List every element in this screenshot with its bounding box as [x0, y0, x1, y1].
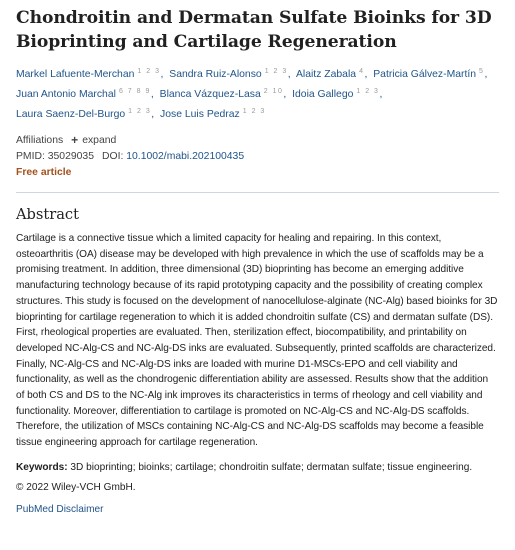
author-affiliation-refs[interactable]: 5	[479, 68, 485, 75]
free-article-badge: Free article	[16, 167, 72, 178]
author-item[interactable]	[373, 69, 484, 80]
author-separator: ,	[379, 89, 383, 100]
author-separator: ,	[151, 109, 155, 120]
author-separator: ,	[364, 69, 368, 80]
author-affiliation-refs[interactable]: 6 7 8 9	[118, 88, 151, 95]
affiliations-label: Affiliations	[16, 134, 64, 146]
author-name[interactable]: Juan Antonio Marchal	[16, 89, 116, 100]
author-item[interactable]	[16, 109, 151, 120]
author-separator: ,	[484, 69, 488, 80]
author-affiliation-refs[interactable]: 1 2 3	[242, 108, 266, 115]
author-item[interactable]	[292, 89, 379, 100]
keywords-label: Keywords:	[16, 461, 68, 473]
author-item[interactable]	[159, 88, 287, 100]
author-affiliation-refs[interactable]: 1 2 3	[264, 68, 288, 75]
author-name[interactable]: Alaitz Zabala	[295, 69, 357, 80]
section-divider	[16, 192, 499, 193]
keywords	[16, 462, 499, 473]
author-separator: ,	[160, 69, 164, 80]
author-affiliation-refs[interactable]: 2 10	[263, 88, 284, 95]
identifiers-row	[16, 151, 499, 162]
plus-icon[interactable]: +	[71, 133, 79, 147]
author-separator: ,	[150, 89, 154, 100]
author-separator: ,	[283, 89, 287, 100]
doi-label: DOI:	[101, 151, 124, 162]
article-title: Chondroitin and Dermatan Sulfate Bioinks for 3D Bioprinting and Cartilage Regeneration	[16, 8, 492, 52]
author-name[interactable]: Patricia Gálvez-Martín	[373, 69, 477, 80]
author-name[interactable]: Jose Luis Pedraz	[160, 109, 240, 120]
author-separator: ,	[287, 69, 291, 80]
abstract-text: Cartilage is a connective tissue which a limited capacity for healing and repairing. In this context, osteoarthritis (OA) disease may be developed with high prevalence in which the use of scaffolds may be a promising treatment. In addition, three dimensional (3D) bioprinting has become an emerging additive manufacturing technology because of its rapid prototyping capacity and the possibility of creating complex structures. This study is focused on the development of nanocellulose-alginate (NC-Alg) based bioinks for 3D bioprinting for cartilage regeneration to which it is added chondroitin sulfate (CS) and dermatan sulfate (DS). First, rheological properties are evaluated. Then, sterilization effect, biocompatibility, and printability on developed NC-Alg-CS and NC-Alg-DS inks are evaluated. Subsequently, printed scaffolds are characterized. Finally, NC-Alg-CS and NC-Alg-DS inks are loaded with murine D1-MSCs-EPO and cell viability and functionality, as well as the chondrogenic differentiation ability are assessed. Results show that the addition of both CS and DS to the NC-Alg ink improves its characteristics in terms of rheology and cell viability and functionality. Moreover, differentiation to cartilage is promoted on NC-Alg-CS and NC-Alg-DS scaffolds. Therefore, the utilization of MSCs containing NC-Alg-CS and NC-Alg-DS scaffolds may become a feasible tissue engineering approach for cartilage regeneration.	[16, 233, 498, 449]
abstract-heading: Abstract	[16, 206, 79, 223]
authors-list	[16, 63, 499, 123]
author-affiliation-refs[interactable]: 4	[359, 68, 365, 75]
author-item[interactable]	[16, 89, 151, 100]
author-affiliation-refs[interactable]: 1 2 3	[356, 88, 380, 95]
author-affiliation-refs[interactable]: 1 2 3	[128, 108, 152, 115]
author-item[interactable]	[169, 69, 288, 80]
author-name[interactable]: Idoia Gallego	[292, 89, 354, 100]
expand-affiliations-button[interactable]	[71, 133, 116, 147]
author-item[interactable]	[296, 69, 364, 80]
pmid: PMID: 35029035	[16, 151, 94, 162]
author-name[interactable]: Sandra Ruiz-Alonso	[169, 69, 262, 80]
keywords-value: 3D bioprinting; bioinks; cartilage; chondroitin sulfate; dermatan sulfate; tissue engineering.	[70, 461, 473, 473]
author-name[interactable]: Blanca Vázquez-Lasa	[159, 89, 261, 100]
pubmed-disclaimer-link[interactable]: PubMed Disclaimer	[16, 503, 104, 515]
expand-label[interactable]: expand	[82, 134, 117, 146]
doi-link[interactable]: 10.1002/mabi.202100435	[126, 151, 245, 162]
author-name[interactable]: Laura Saenz-Del-Burgo	[16, 109, 126, 120]
author-name[interactable]: Markel Lafuente-Merchan	[16, 69, 135, 80]
author-item[interactable]	[160, 109, 266, 120]
author-item[interactable]	[16, 69, 160, 80]
affiliations-row	[16, 133, 499, 147]
author-affiliation-refs[interactable]: 1 2 3	[137, 68, 161, 75]
copyright: © 2022 Wiley-VCH GmbH.	[16, 481, 136, 493]
